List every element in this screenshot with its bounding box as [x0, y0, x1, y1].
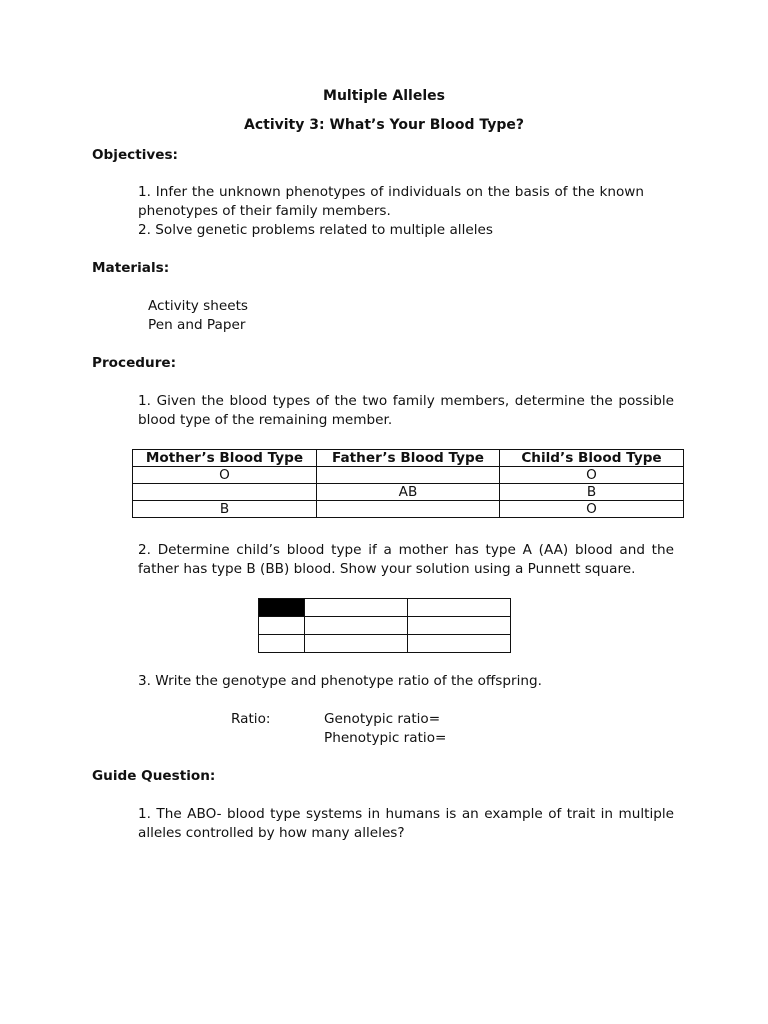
punnett-cell: [305, 599, 408, 617]
material-item: Activity sheets: [148, 298, 248, 314]
punnett-cell: [408, 635, 511, 653]
procedure-step-2-line-2: father has type B (BB) blood. Show your solution using a Punnett square.: [138, 561, 636, 577]
table-row: [259, 599, 511, 617]
table-cell: B: [133, 501, 317, 518]
punnett-cell: [259, 635, 305, 653]
father-blood-type-header: Father’s Blood Type: [317, 450, 500, 467]
objectives-heading: Objectives:: [92, 147, 178, 163]
table-cell: B: [500, 484, 684, 501]
blood-type-table: [132, 449, 684, 518]
punnett-cell: [259, 617, 305, 635]
table-cell: [133, 484, 317, 501]
punnett-corner-cell: [259, 599, 305, 617]
mother-blood-type-header: Mother’s Blood Type: [133, 450, 317, 467]
objective-1-line-2: phenotypes of their family members.: [138, 203, 391, 219]
procedure-step-3: 3. Write the genotype and phenotype ratio of the offspring.: [138, 673, 542, 689]
punnett-cell: [408, 617, 511, 635]
material-item: Pen and Paper: [148, 317, 246, 333]
table-row: [133, 467, 684, 484]
table-row: [259, 635, 511, 653]
procedure-heading: Procedure:: [92, 355, 177, 371]
child-blood-type-header: Child’s Blood Type: [500, 450, 684, 467]
table-row: [133, 484, 684, 501]
guide-question-1-line-1: 1. The ABO- blood type systems in humans is an example of trait in multiple: [138, 806, 674, 822]
materials-heading: Materials:: [92, 260, 170, 276]
objective-2: 2. Solve genetic problems related to multiple alleles: [138, 222, 493, 238]
table-row: [133, 501, 684, 518]
genotypic-ratio-label: Genotypic ratio=: [324, 711, 441, 727]
procedure-step-1-line-1: 1. Given the blood types of the two family members, determine the possible: [138, 393, 674, 409]
punnett-cell: [305, 617, 408, 635]
punnett-square: [258, 598, 511, 653]
table-cell: O: [500, 467, 684, 484]
table-row: [259, 617, 511, 635]
objective-1-line-1: 1. Infer the unknown phenotypes of individuals on the basis of the known: [138, 184, 644, 200]
table-header-row: [133, 450, 684, 467]
procedure-step-2-line-1: 2. Determine child’s blood type if a mother has type A (AA) blood and the: [138, 542, 674, 558]
guide-question-1-line-2: alleles controlled by how many alleles?: [138, 825, 405, 841]
table-cell: [317, 467, 500, 484]
document-title: Multiple Alleles: [323, 88, 445, 104]
table-cell: O: [133, 467, 317, 484]
ratio-label: Ratio:: [231, 711, 271, 727]
procedure-step-1-line-2: blood type of the remaining member.: [138, 412, 393, 428]
activity-title: Activity 3: What’s Your Blood Type?: [244, 117, 524, 133]
table-cell: [317, 501, 500, 518]
phenotypic-ratio-label: Phenotypic ratio=: [324, 730, 447, 746]
guide-question-heading: Guide Question:: [92, 768, 216, 784]
table-cell: O: [500, 501, 684, 518]
punnett-cell: [408, 599, 511, 617]
punnett-cell: [305, 635, 408, 653]
table-cell: AB: [317, 484, 500, 501]
